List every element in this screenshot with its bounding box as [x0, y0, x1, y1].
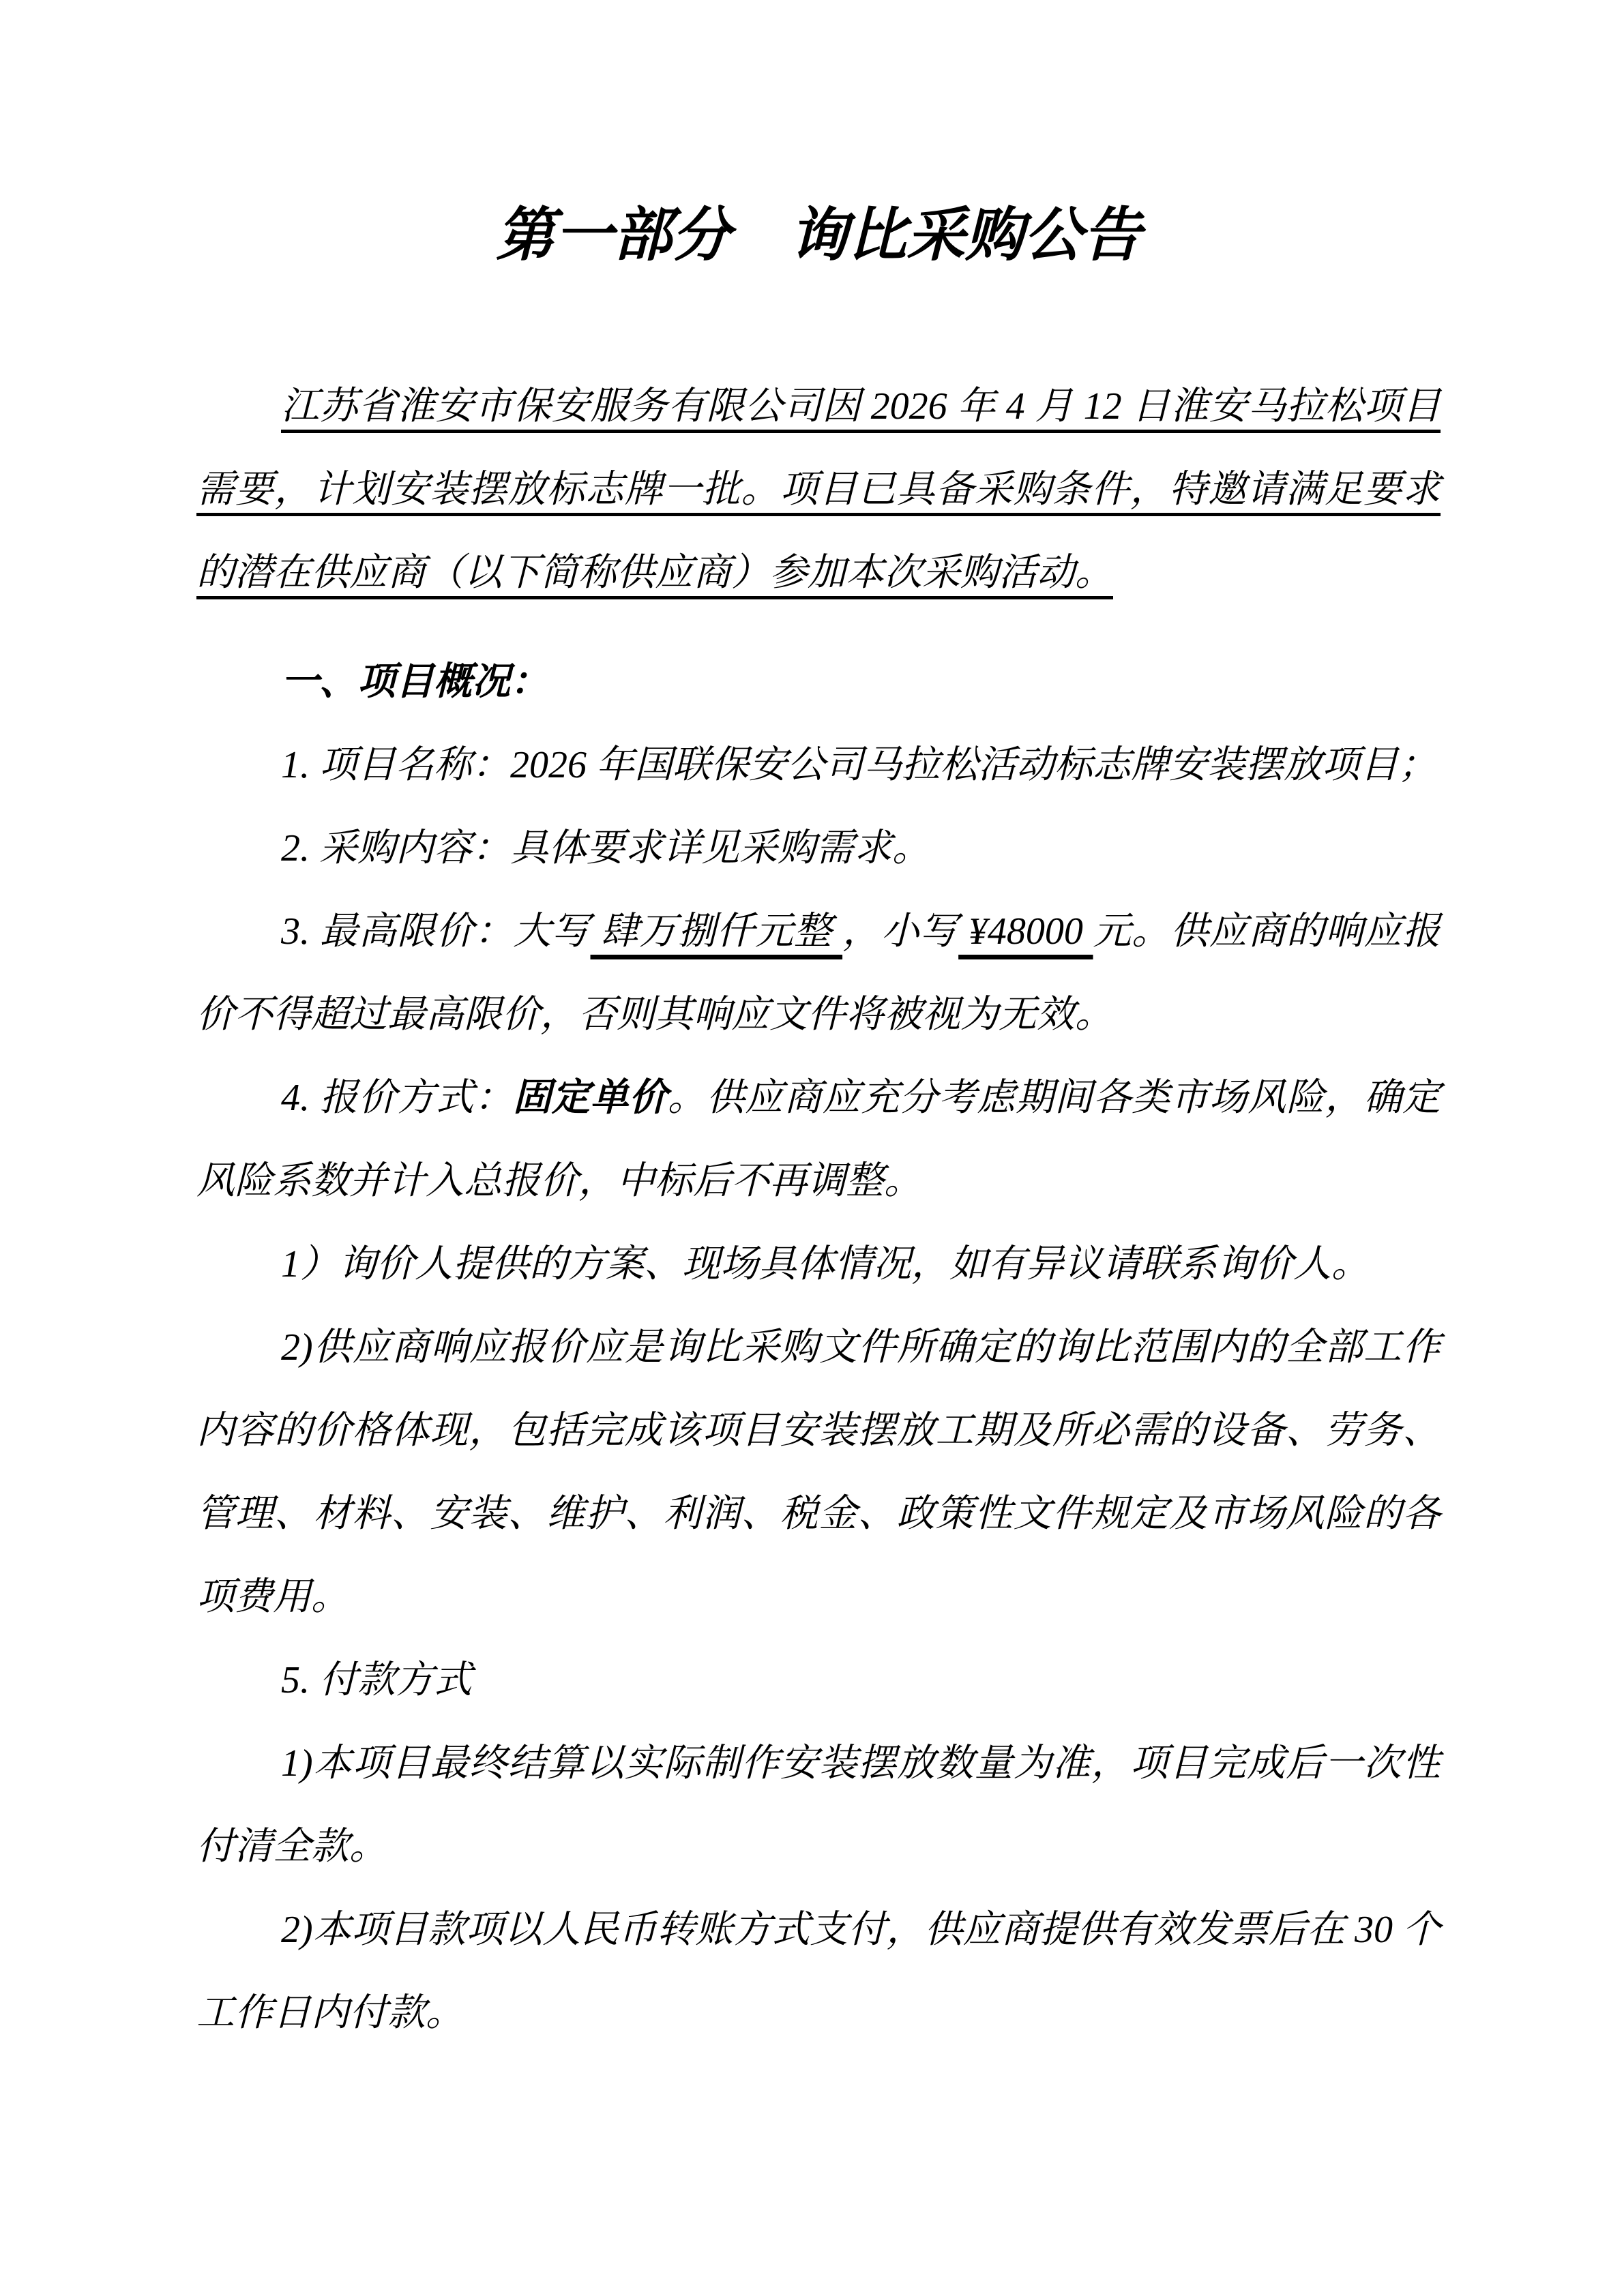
item-quotation-method	[196, 1056, 1441, 1223]
item-payment-method: 5. 付款方式	[281, 1659, 472, 1701]
page-title: 第一部分 询比采购公告	[496, 203, 1141, 268]
item-max-price-limit	[196, 890, 1441, 1056]
quotation-method-suffix: 。供应商应充分考虑期间各类市场风险，确定风险系数并计入总报价，中标后不再调整。	[196, 1077, 1441, 1202]
section1-heading: 一、项目概况：	[281, 661, 548, 703]
document-body	[196, 365, 1441, 2055]
item-procurement-content: 2. 采购内容：具体要求详见采购需求。	[281, 827, 930, 869]
price-limit-middle: ，小写	[842, 910, 959, 953]
amount-in-figures: ¥48000	[958, 910, 1093, 953]
quotation-note-2: 2)供应商响应报价应是询比采购文件所确定的询比范围内的全部工作内容的价格体现，包括完成该项目安装摆放工期及所必需的设备、劳务、管理、材料、安装、维护、利润、税金、政策性文件规定及市场风险的各项费用。	[196, 1326, 1441, 1618]
payment-note-2: 2)本项目款项以人民币转账方式支付，供应商提供有效发票后在 30 个工作日内付款。	[196, 1909, 1441, 2034]
item-project-name: 1. 项目名称：2026 年国联保安公司马拉松活动标志牌安装摆放项目；	[281, 744, 1436, 786]
quotation-method-emphasis: 固定单价	[513, 1077, 668, 1119]
amount-in-words: 肆万捌仟元整	[590, 910, 843, 953]
price-limit-prefix: 3. 最高限价：大写	[281, 910, 591, 953]
quotation-note-1: 1）询价人提供的方案、现场具体情况，如有异议请联系询价人。	[281, 1243, 1370, 1285]
intro-paragraph: 江苏省淮安市保安服务有限公司因 2026 年 4 月 12 日淮安马拉松项目需要，计划安装摆放标志牌一批。项目已具备采购条件，特邀请满足要求的潜在供应商（以下简称供应商）参加本次采购活动。	[196, 385, 1441, 594]
quotation-method-prefix: 4. 报价方式：	[281, 1077, 514, 1119]
price-limit-suffix: 元。供应商的响应报价不得超过最高限价，否则其响应文件将被视为无效。	[196, 910, 1441, 1036]
payment-note-1: 1)本项目最终结算以实际制作安装摆放数量为准，项目完成后一次性付清全款。	[196, 1742, 1441, 1868]
